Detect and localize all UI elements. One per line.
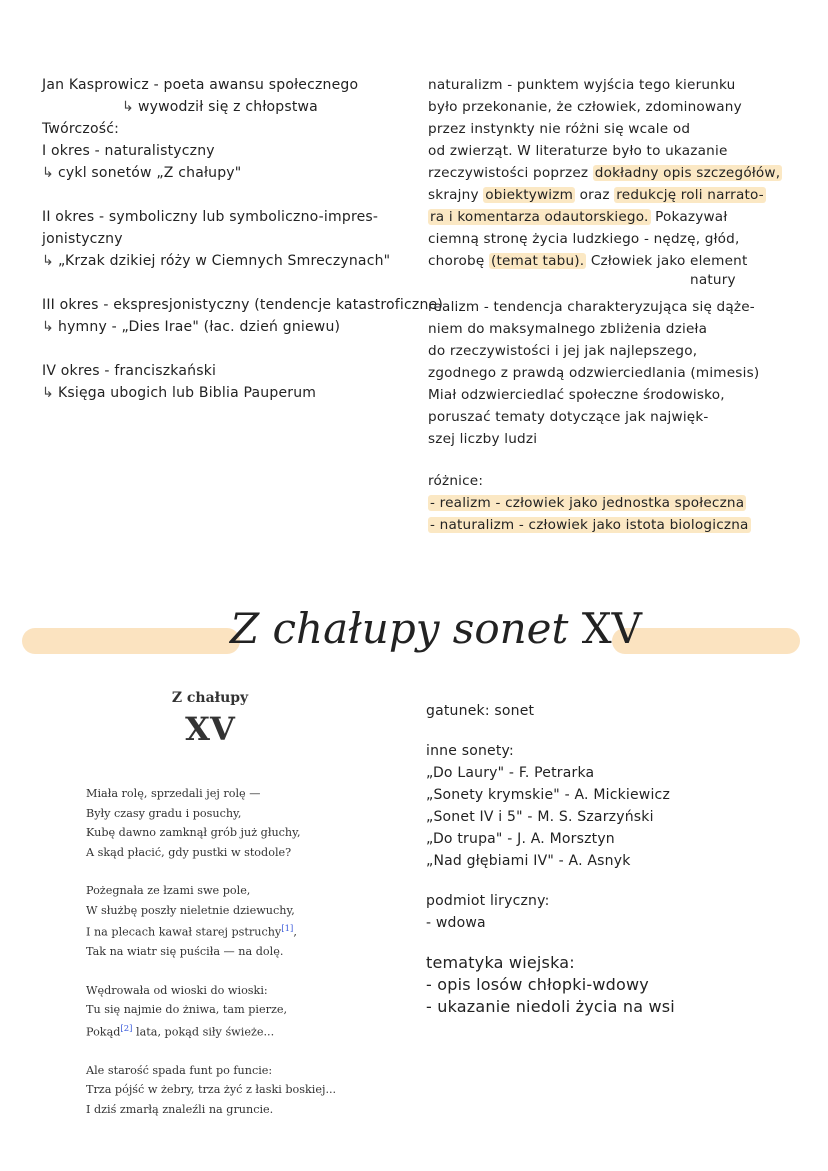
stanza (86, 881, 406, 962)
poem-line: Były czasy gradu i posuchy, (86, 806, 242, 820)
period2-subline: ↳ „Krzak dzikiej róży w Ciemnych Smreczynach" (42, 250, 422, 272)
poem-line: I dziś zmarłą znaleźli na gruncie. (86, 1102, 274, 1116)
naturalism-line: było przekonanie, że człowiek, zdominowany (428, 99, 742, 115)
highlight: - realizm - człowiek jako jednostka społeczna (430, 495, 745, 511)
period3-line: III okres - ekspresjonistyczny (tendencje katastroficzne) (42, 297, 443, 313)
poem-text (86, 690, 406, 1138)
poem-numeral: XV (185, 710, 235, 748)
naturalism-line: przez instynkty nie różni się wcale od (428, 121, 691, 137)
highlight: - naturalizm - człowiek jako istota biologiczna (430, 517, 749, 533)
arrow-icon: ↳ (42, 319, 54, 335)
left-notes (42, 74, 443, 404)
theme-heading: tematyka wiejska: (426, 953, 575, 972)
realism-line: szej liczby ludzi (428, 431, 538, 447)
poem-analysis-notes (426, 700, 806, 1018)
highlight: redukcję roli narrato- (616, 187, 764, 203)
naturalism-line: naturalizm - punktem wyjścia tego kierunku (428, 77, 736, 93)
lyrical-subject-heading: podmiot liryczny: (426, 893, 550, 909)
theme-item: - ukazanie niedoli życia na wsi (426, 997, 675, 1016)
section-title: Z chałupy sonet XV (230, 604, 642, 653)
naturalism-line: rzeczywistości poprzez dokładny opis szczegółów, (428, 165, 781, 181)
poem-line: Tak na wiatr się puściła — na dolę. (86, 945, 284, 959)
period1-line: I okres - naturalistyczny (42, 143, 215, 159)
realism-line: niem do maksymalnego zbliżenia dzieła (428, 321, 708, 337)
naturalism-line: ra i komentarza odautorskiego. Pokazywał (430, 209, 728, 225)
period2-line: II okres - symboliczny lub symboliczno-impres- (42, 209, 379, 225)
sonnet-item: „Do Laury" - F. Petrarka (426, 765, 595, 781)
poem-line: Kubę dawno zamknął grób już głuchy, (86, 826, 301, 839)
period2-line-cont: jonistyczny (42, 231, 123, 247)
banner-bar-left (22, 628, 240, 654)
section-title-numeral: XV (581, 604, 642, 653)
arrow-icon: ↳ (122, 99, 134, 115)
author-line: Jan Kasprowicz - poeta awansu społecznego (42, 77, 359, 93)
poem-line: Trza pójść w żebry, trza żyć z łaski boskiej... (86, 1083, 337, 1097)
naturalism-line: skrajny obiektywizm oraz redukcję roli narrato- (428, 187, 764, 203)
arrow-icon: ↳ (42, 385, 54, 401)
poem-line: Pokąd[2] lata, pokąd siły świeże... (86, 1023, 275, 1039)
period4-subline: ↳ Księga ubogich lub Biblia Pauperum (42, 382, 422, 404)
poem-line: A skąd płacić, gdy pustki w stodole? (86, 845, 292, 859)
poem-line: Miała rolę, sprzedali jej rolę — (86, 787, 261, 800)
difference-item (428, 514, 813, 536)
realism-line: poruszać tematy dotyczące jak najwięk- (428, 409, 709, 425)
poem-stanzas (86, 784, 406, 1119)
sonnet-item: „Sonety krymskie" - A. Mickiewicz (426, 787, 670, 803)
naturalism-line: od zwierząt. W literaturze było to ukazanie (428, 143, 728, 159)
stanza (86, 784, 406, 862)
sonnet-item: „Nad głębiami IV" - A. Asnyk (426, 853, 631, 869)
poem-line: Ale starość spada funt po funcie: (86, 1063, 273, 1077)
poem-line: Wędrowała od wioski do wioski: (86, 983, 268, 997)
stanza (86, 1061, 406, 1120)
footnote-link[interactable]: [2] (120, 1023, 133, 1034)
arrow-icon: ↳ (42, 253, 54, 269)
poem-line: W służbę poszły nieletnie dziewuchy, (86, 903, 295, 917)
poem-line: I na plecach kawał starej pstruchy[1], (86, 924, 297, 939)
realism-line: zgodnego z prawdą odzwierciedlania (mimesis) (428, 365, 760, 381)
poem-line: Tu się najmie do żniwa, tam pierze, (86, 1003, 288, 1017)
author-subline: ↳ wywodził się z chłopstwa (42, 96, 422, 118)
highlight: obiektywizm (485, 187, 574, 203)
naturalism-line: ciemną stronę życia ludzkiego - nędzę, głód, (428, 231, 740, 247)
realism-line: do rzeczywistości i jej jak najlepszego, (428, 343, 698, 359)
arrow-icon: ↳ (42, 165, 54, 181)
naturalism-line: natury (690, 272, 736, 288)
theme-item: - opis losów chłopki-wdowy (426, 975, 649, 994)
sonnet-item: „Sonet IV i 5" - M. S. Szarzyński (426, 809, 654, 825)
highlight: dokładny opis szczegółów, (594, 165, 781, 181)
poem-line: Pożegnała ze łzami swe pole, (86, 884, 251, 897)
genre-line: gatunek: sonet (426, 703, 535, 719)
naturalism-line: chorobę (temat tabu). Człowiek jako element (428, 253, 748, 269)
difference-item (428, 492, 813, 514)
realism-line: realizm - tendencja charakteryzująca się dąże- (428, 299, 755, 315)
works-heading: Twórczość: (42, 121, 120, 137)
realism-line: Miał odzwierciedlać społeczne środowisko, (428, 387, 725, 403)
period4-line: IV okres - franciszkański (42, 363, 217, 379)
highlight: (temat tabu). (490, 253, 585, 269)
sonnet-item: „Do trupa" - J. A. Morsztyn (426, 831, 615, 847)
differences-heading: różnice: (428, 473, 484, 489)
period3-subline: ↳ hymny - „Dies Irae" (łac. dzień gniewu) (42, 316, 422, 338)
lyrical-subject: - wdowa (426, 915, 486, 931)
right-notes (428, 74, 813, 536)
poem-heading: Z chałupy (171, 690, 249, 706)
other-sonnets-heading: inne sonety: (426, 743, 514, 759)
highlight: ra i komentarza odautorskiego. (430, 209, 649, 225)
stanza (86, 981, 406, 1042)
period1-subline: ↳ cykl sonetów „Z chałupy" (42, 162, 422, 184)
footnote-link[interactable]: [1] (281, 924, 294, 934)
